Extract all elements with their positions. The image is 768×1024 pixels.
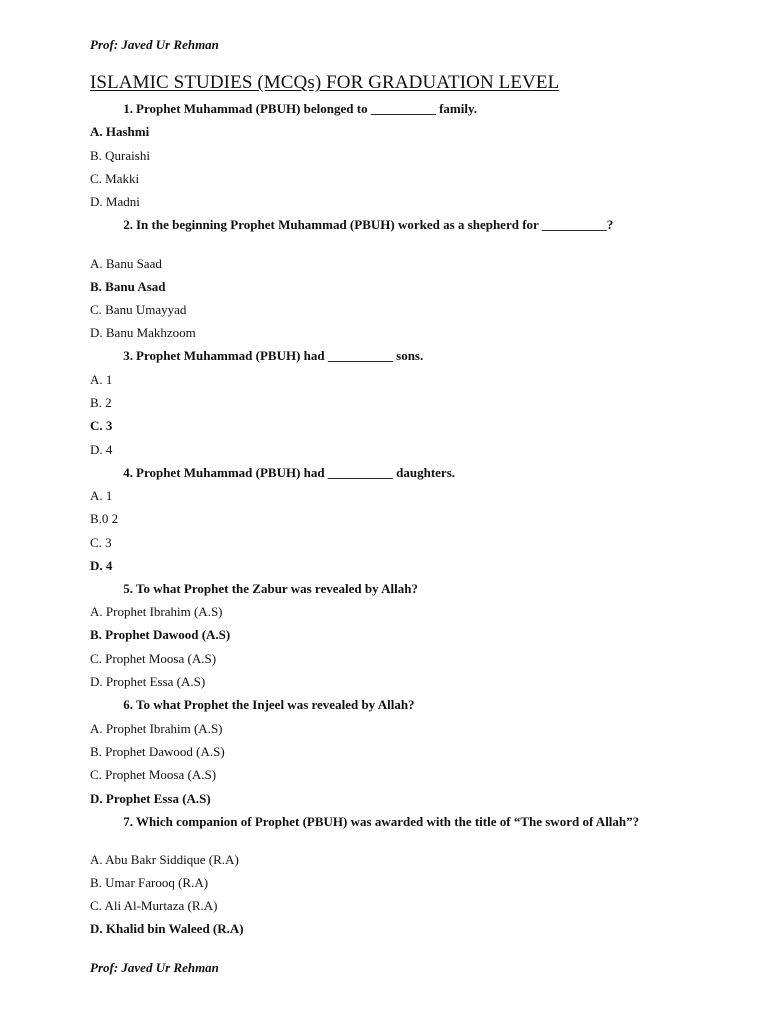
question-number: 6. <box>123 697 133 712</box>
option-5b: B. Prophet Dawood (A.S) <box>90 627 231 642</box>
question-1 <box>115 101 675 117</box>
question-number: 1. <box>123 101 133 116</box>
question-text: Prophet Muhammad (PBUH) belonged to __________ family. <box>136 101 478 116</box>
question-text: Prophet Muhammad (PBUH) had __________ daughters. <box>136 465 456 480</box>
question-7 <box>115 814 675 830</box>
option-3c: C. 3 <box>90 418 113 433</box>
question-text: To what Prophet the Injeel was revealed by Allah? <box>136 697 415 712</box>
question-4 <box>115 465 675 481</box>
option-1d: D. Madni <box>90 194 140 209</box>
option-7d: D. Khalid bin Waleed (R.A) <box>90 921 244 936</box>
option-7c: C. Ali Al-Murtaza (R.A) <box>90 898 218 913</box>
question-text: In the beginning Prophet Muhammad (PBUH) worked as a shepherd for __________? <box>136 217 614 232</box>
option-4c: C. 3 <box>90 535 112 550</box>
option-3d: D. 4 <box>90 442 113 457</box>
option-5c: C. Prophet Moosa (A.S) <box>90 651 217 666</box>
question-number: 4. <box>123 465 133 480</box>
question-text: Which companion of Prophet (PBUH) was awarded with the title of “The sword of Allah”? <box>136 814 640 829</box>
option-6b: B. Prophet Dawood (A.S) <box>90 744 225 759</box>
page-header-author: Prof: Javed Ur Rehman <box>90 37 219 52</box>
option-4b: B.0 2 <box>90 511 119 526</box>
question-text: Prophet Muhammad (PBUH) had __________ sons. <box>136 348 424 363</box>
option-2a: A. Banu Saad <box>90 256 162 271</box>
option-1a: A. Hashmi <box>90 124 150 139</box>
option-3b: B. 2 <box>90 395 112 410</box>
question-number: 2. <box>123 217 133 232</box>
question-3 <box>115 348 675 364</box>
page-title: ISLAMIC STUDIES (MCQs) FOR GRADUATION LEVEL <box>90 72 560 93</box>
option-6c: C. Prophet Moosa (A.S) <box>90 767 217 782</box>
option-4d: D. 4 <box>90 558 113 573</box>
option-3a: A. 1 <box>90 372 113 387</box>
question-number: 7. <box>123 814 133 829</box>
option-6d: D. Prophet Essa (A.S) <box>90 791 211 806</box>
option-5d: D. Prophet Essa (A.S) <box>90 674 206 689</box>
option-4a: A. 1 <box>90 488 113 503</box>
option-2c: C. Banu Umayyad <box>90 302 187 317</box>
option-6a: A. Prophet Ibrahim (A.S) <box>90 721 223 736</box>
question-text: To what Prophet the Zabur was revealed by Allah? <box>136 581 418 596</box>
option-7a: A. Abu Bakr Siddique (R.A) <box>90 852 239 867</box>
option-1c: C. Makki <box>90 171 140 186</box>
question-number: 3. <box>123 348 133 363</box>
option-7b: B. Umar Farooq (R.A) <box>90 875 209 890</box>
question-6 <box>115 697 675 713</box>
question-5 <box>115 581 675 597</box>
option-1b: B. Quraishi <box>90 148 150 163</box>
page-footer-author: Prof: Javed Ur Rehman <box>90 960 219 975</box>
option-2b: B. Banu Asad <box>90 279 166 294</box>
question-2 <box>115 217 675 233</box>
question-number: 5. <box>123 581 133 596</box>
option-2d: D. Banu Makhzoom <box>90 325 196 340</box>
option-5a: A. Prophet Ibrahim (A.S) <box>90 604 223 619</box>
